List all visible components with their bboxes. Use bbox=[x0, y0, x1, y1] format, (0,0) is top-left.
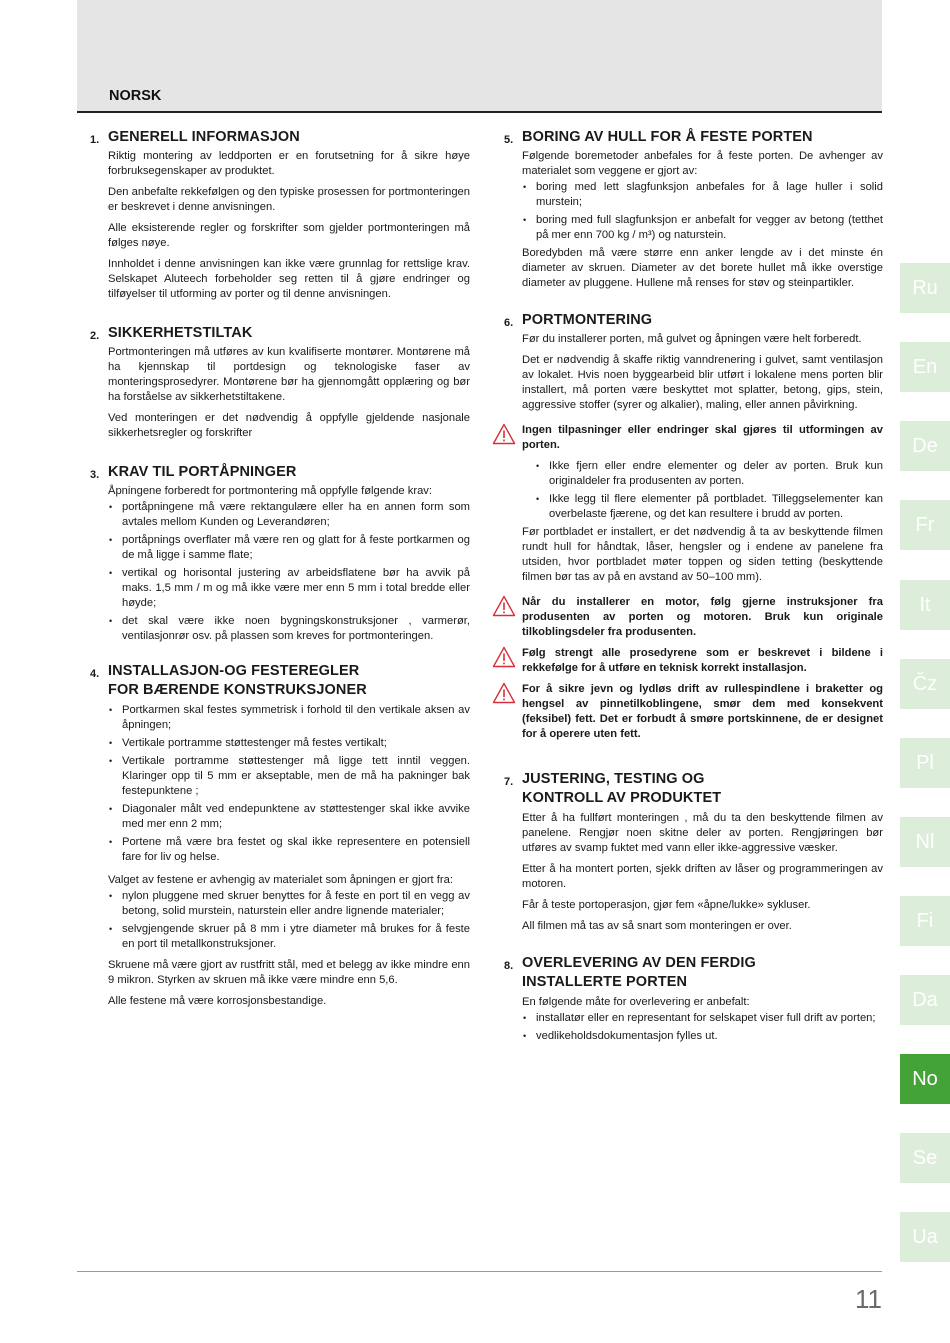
tab-da[interactable]: Da bbox=[900, 975, 950, 1025]
bullet-list bbox=[522, 1011, 883, 1044]
section-6 bbox=[491, 311, 883, 742]
paragraph: Ved monteringen er det nødvendig å oppfylle gjeldende nasjonale sikkerhetsregler og forskrifter bbox=[108, 412, 470, 439]
list-item: • installatør eller en representant for selskapet viser full drift av porten; bbox=[522, 1011, 883, 1026]
paragraph: Boredybden må være større enn anker lengde av i det minste én diameter av skruen. Diameter av det borete hullet må ikke overstige diameter av pluggene. Hullene må renses for støv og steinpartikler. bbox=[522, 247, 883, 289]
paragraph: Den anbefalte rekkefølgen og den typiske prosessen for portmonteringen er beskrevet i denne anvisningen. bbox=[108, 186, 470, 213]
section-title bbox=[522, 770, 883, 808]
paragraph: Før portbladet er installert, er det nødvendig å ta av beskyttende filmen rundt hull for håndtak, låser, hengsler og i endene av panelene fra utsiden, hvor portbladet møter toppen og siden tetting (beskyttende filmen bør tas av på en avstand av 50–100 mm). bbox=[522, 526, 883, 583]
tab-pl[interactable]: Pl bbox=[900, 738, 950, 788]
list-item: • Ikke fjern eller endre elementer og deler av porten. Bruk kun originaldeler fra produsenten av porten. bbox=[535, 459, 883, 489]
section-title: GENERELL INFORMASJON bbox=[108, 129, 300, 145]
warning-triangle-icon bbox=[492, 682, 516, 704]
warning-note bbox=[522, 682, 883, 742]
tab-fr[interactable]: Fr bbox=[900, 500, 950, 550]
paragraph: Åpningene forberedt for portmontering må oppfylle følgende krav: bbox=[108, 485, 433, 497]
warning-text: For å sikre jevn og lydløs drift av rullespindlene i braketter og hengsel av pinnetilkoblingene, smør dem med konsekvent (feksibel) fett. Det er forbudt å smøre portskinnene, de er designet for å operere uten fett. bbox=[522, 683, 883, 740]
section-title-line: JUSTERING, TESTING OG bbox=[522, 771, 705, 787]
bullet-list bbox=[522, 180, 883, 243]
section-1 bbox=[77, 128, 470, 302]
paragraph: Får å teste portoperasjon, gjør fem «åpne/lukke» sykluser. bbox=[522, 899, 811, 911]
section-number: 1. bbox=[90, 134, 100, 146]
bullet-list bbox=[108, 500, 470, 644]
section-title-line: FOR BÆRENDE KONSTRUKSJONER bbox=[108, 682, 367, 698]
page-number: 11 bbox=[855, 1284, 882, 1314]
warning-triangle-icon bbox=[492, 595, 516, 617]
list-item: • Diagonaler målt ved endepunktene av støttestenger skal ikke avvike med mer enn 2 mm; bbox=[108, 802, 470, 832]
tab-cz[interactable]: Čz bbox=[900, 659, 950, 709]
tab-fi[interactable]: Fi bbox=[900, 896, 950, 946]
section-8 bbox=[491, 954, 883, 1044]
list-item: • vedlikeholdsdokumentasjon fylles ut. bbox=[522, 1029, 883, 1044]
paragraph: En følgende måte for overlevering er anbefalt: bbox=[522, 996, 750, 1008]
section-number: 2. bbox=[90, 330, 100, 342]
section-title bbox=[522, 954, 883, 992]
bullet-list bbox=[108, 889, 470, 952]
warning-note bbox=[522, 646, 883, 676]
bullet-list bbox=[535, 459, 883, 522]
footer-divider bbox=[77, 1271, 882, 1272]
section-7 bbox=[491, 770, 883, 934]
section-number: 6. bbox=[504, 317, 514, 329]
section-title bbox=[108, 662, 470, 700]
language-heading: NORSK bbox=[109, 88, 162, 104]
tab-de[interactable]: De bbox=[900, 421, 950, 471]
paragraph: Etter å ha montert porten, sjekk driften av låser og programmeringen av motoren. bbox=[522, 863, 883, 890]
paragraph: Portmonteringen må utføres av kun kvalifiserte montører. Montørene må ha kjennskap til portdesign og teknologiske faser av monteringsprosedyrer. Montørene bør ha gjennomgått opplæring og bør ha forståelse av sikkerhetstiltakene. bbox=[108, 346, 470, 403]
section-title: KRAV TIL PORTÅPNINGER bbox=[108, 464, 297, 480]
list-item: • det skal være ikke noen bygningskonstruksjoner , varmerør, ventilasjonrør osv. på plassen som kreves for portmonteringen. bbox=[108, 614, 470, 644]
section-4 bbox=[77, 662, 470, 1009]
section-number: 3. bbox=[90, 469, 100, 481]
warning-text: Ingen tilpasninger eller endringer skal gjøres til utformingen av porten. bbox=[522, 424, 883, 451]
list-item: • nylon pluggene med skruer benyttes for å feste en port til en vegg av betong, solid murstein, naturstein eller andre lignende materialer; bbox=[108, 889, 470, 919]
tab-se[interactable]: Se bbox=[900, 1133, 950, 1183]
section-title-line: INSTALLERTE PORTEN bbox=[522, 974, 688, 990]
list-item: • Vertikale portramme støttestenger må festes vertikalt; bbox=[108, 736, 470, 751]
tab-ru[interactable]: Ru bbox=[900, 263, 950, 313]
tab-en[interactable]: En bbox=[900, 342, 950, 392]
tab-ua[interactable]: Ua bbox=[900, 1212, 950, 1262]
paragraph: Følgende boremetoder anbefales for å feste porten. De avhenger av materialet som veggene er gjort av: bbox=[522, 150, 883, 177]
paragraph: Etter å ha fullført monteringen , må du ta den beskyttende filmen av panelene. Rengjør noen skitne deler av porten. Rengjøringen bør utføres av svamp fuktet med vann eller ikke-aggressive væsker. bbox=[522, 812, 883, 854]
list-item: • boring med full slagfunksjon er anbefalt for vegger av betong (tetthet på mer enn 700 kg / m³) og naturstein. bbox=[522, 213, 883, 243]
paragraph: Alle eksisterende regler og forskrifter som gjelder portmonteringen må følges nøye. bbox=[108, 222, 470, 249]
tab-nl[interactable]: Nl bbox=[900, 817, 950, 867]
warning-note bbox=[522, 595, 883, 640]
left-column bbox=[77, 128, 470, 1015]
header-band bbox=[77, 0, 882, 113]
paragraph: Det er nødvendig å skaffe riktig vanndrenering i gulvet, samt ventilasjon av lokalet. Hvis noen byggearbeid blir utført i lokalene mens porten blir installert, må porten være beskyttet mot splatter, betong, gips, stein, aggressive stoffer (syrer og alkalier), maling, eller annen påvirkning. bbox=[522, 354, 883, 411]
paragraph: Alle festene må være korrosjonsbestandige. bbox=[108, 995, 327, 1007]
section-number: 5. bbox=[504, 134, 514, 146]
tab-no[interactable]: No bbox=[900, 1054, 950, 1104]
section-title: PORTMONTERING bbox=[522, 312, 653, 328]
warning-note bbox=[522, 423, 883, 453]
paragraph: Skruene må være gjort av rustfritt stål, med et belegg av ikke mindre enn 9 mikron. Styrken av skruen må ikke være mindre enn 5,6. bbox=[108, 959, 470, 986]
warning-triangle-icon bbox=[492, 646, 516, 668]
section-title-line: OVERLEVERING AV DEN FERDIG bbox=[522, 955, 756, 971]
paragraph: Innholdet i denne anvisningen kan ikke være grunnlag for rettslige krav. Selskapet Aluteech forbeholder seg retten til å gjøre endringer og tilføyelser til utforming av porter og til denne anvisningen. bbox=[108, 258, 470, 300]
section-number: 7. bbox=[504, 776, 514, 788]
section-title-line: KONTROLL AV PRODUKTET bbox=[522, 790, 722, 806]
list-item: • vertikal og horisontal justering av arbeidsflatene bør ha avvik på maks. 1,5 mm / m og må ikke være mer enn 5 mm i total bredde eller høyde; bbox=[108, 566, 470, 611]
section-title: SIKKERHETSTILTAK bbox=[108, 325, 253, 341]
list-item: • Ikke legg til flere elementer på portbladet. Tilleggselementer kan overbelaste fjærene, og det kan resultere i brudd av porten. bbox=[535, 492, 883, 522]
right-column bbox=[491, 128, 883, 1050]
warning-text: Følg strengt alle prosedyrene som er beskrevet i bildene i rekkefølge for å utføre en teknisk korrekt installasjon. bbox=[522, 647, 883, 674]
list-item: • portåpnings overflater må være ren og glatt for å feste portkarmen og de må ligge i samme flate; bbox=[108, 533, 470, 563]
list-item: • portåpningene må være rektangulære eller ha en annen form som avtales mellom Kunden og Leverandøren; bbox=[108, 500, 470, 530]
section-number: 8. bbox=[504, 960, 514, 972]
list-item: • Vertikale portramme støttestenger må ligge tett inntil veggen. Klaringer opp til 5 mm er akseptable, men de må ha pakninger bak festepunktene ; bbox=[108, 754, 470, 799]
paragraph: All filmen må tas av så snart som monteringen er over. bbox=[522, 920, 792, 932]
paragraph: Før du installerer porten, må gulvet og åpningen være helt forberedt. bbox=[522, 333, 862, 345]
section-5 bbox=[491, 128, 883, 291]
warning-text: Når du installerer en motor, følg gjerne instruksjoner fra produsenten av porten og motoren. Bruk kun originale tilkoblingsdeler fra produsenten. bbox=[522, 596, 883, 638]
tab-it[interactable]: It bbox=[900, 580, 950, 630]
section-title: BORING AV HULL FOR Å FESTE PORTEN bbox=[522, 129, 813, 145]
list-item: • Portene må være bra festet og skal ikke representere en potensiell fare for liv og helse. bbox=[108, 835, 470, 865]
list-item: • Portkarmen skal festes symmetrisk i forhold til den vertikale aksen av åpningen; bbox=[108, 703, 470, 733]
bullet-list bbox=[108, 703, 470, 865]
paragraph: Valget av festene er avhengig av materialet som åpningen er gjort fra: bbox=[108, 874, 453, 886]
paragraph: Riktig montering av leddporten er en forutsetning for å sikre høye forbruksegenskaper av produktet. bbox=[108, 150, 470, 177]
list-item: • selvgjengende skruer på 8 mm i ytre diameter må brukes for å feste en port til metallkonstruksjoner. bbox=[108, 922, 470, 952]
section-2 bbox=[77, 324, 470, 441]
section-number: 4. bbox=[90, 668, 100, 680]
section-3 bbox=[77, 463, 470, 644]
list-item: • boring med lett slagfunksjon anbefales for å lage huller i solid murstein; bbox=[522, 180, 883, 210]
section-title-line: INSTALLASJON-OG FESTEREGLER bbox=[108, 663, 360, 679]
warning-triangle-icon bbox=[492, 423, 516, 445]
